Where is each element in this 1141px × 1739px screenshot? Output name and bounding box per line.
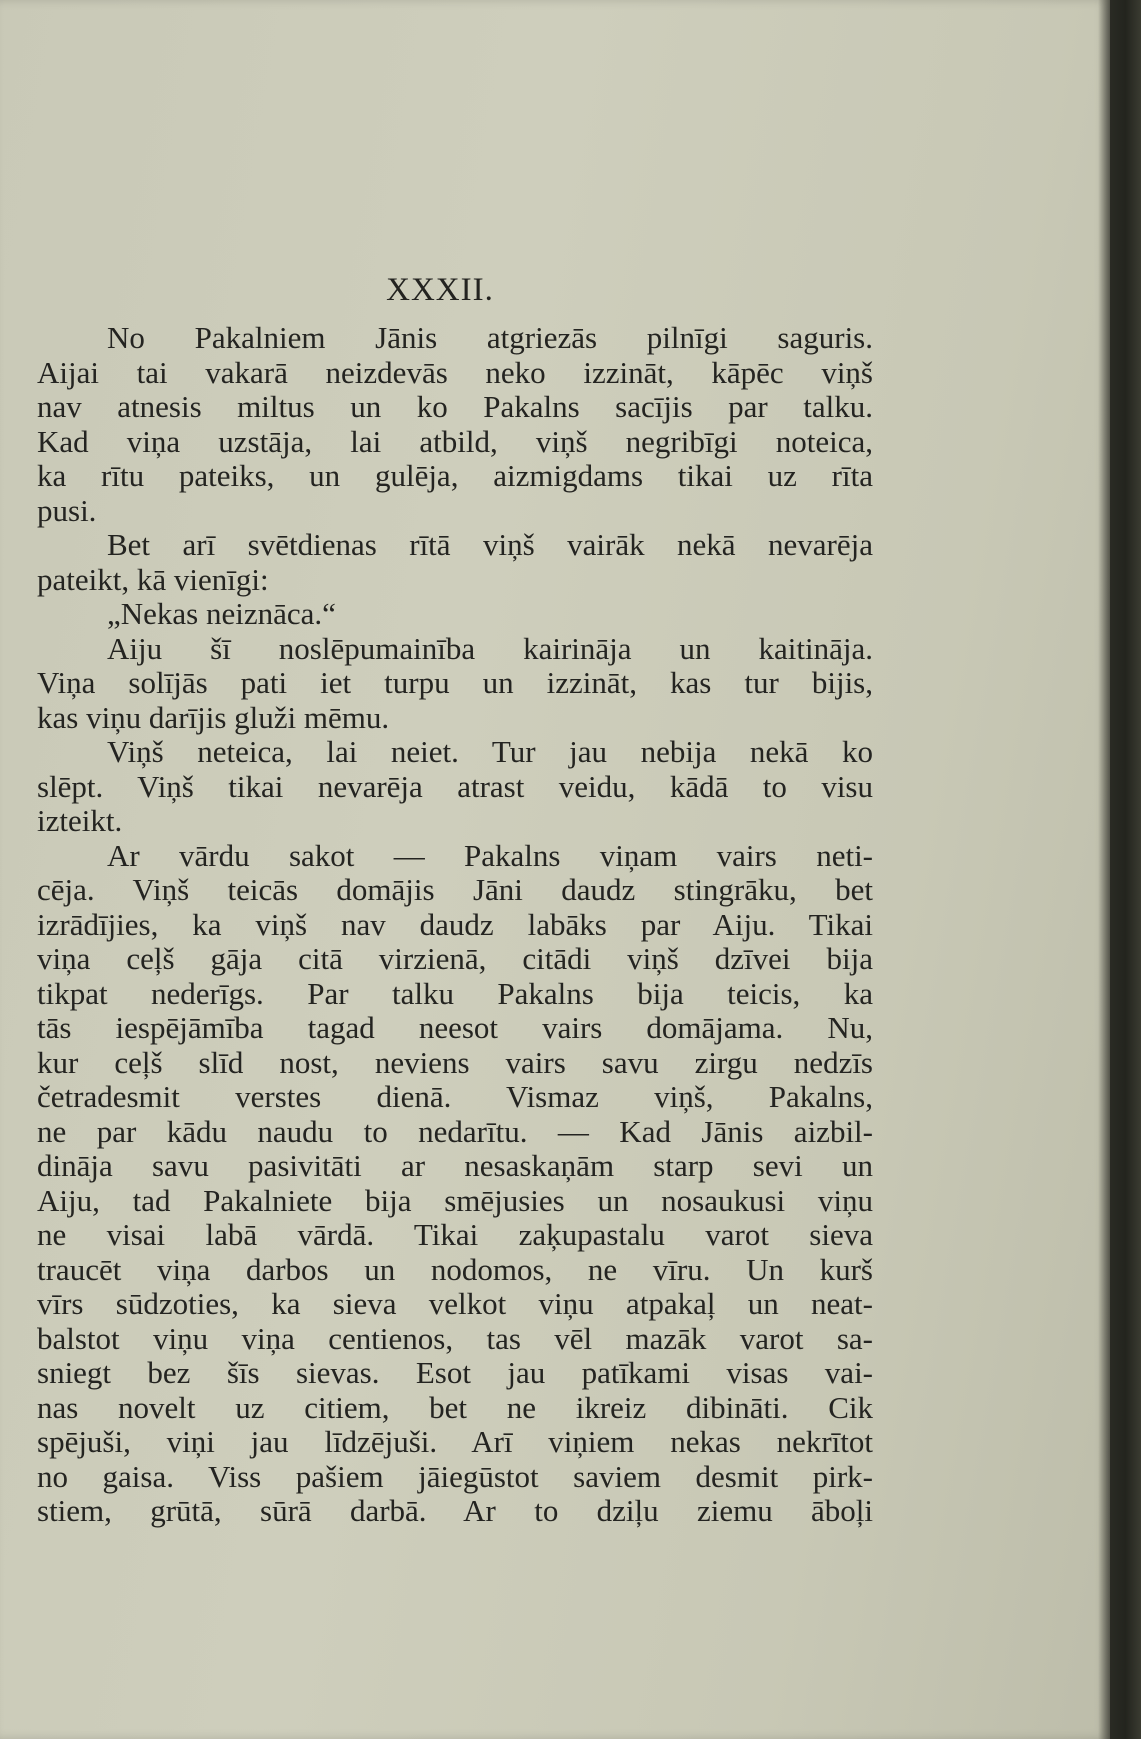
text-line: četradesmit verstes dienā. Vismaz viņš, Pakalns,	[37, 1079, 873, 1114]
text-line: izrādījies, ka viņš nav daudz labāks par Aiju. Tikai	[37, 906, 873, 942]
book-edge	[1110, 0, 1141, 1739]
text-line: Viņa solījās pati iet turpu un izzināt, kas tur bijis,	[37, 665, 873, 700]
text-line: Ar vārdu sakot — Pakalns viņam vairs neti-	[107, 837, 873, 873]
chapter-heading: XXXII.	[386, 272, 494, 308]
text-line: tikpat nederīgs. Par talku Pakalns bija teicis, ka	[37, 975, 873, 1011]
text-line: sniegt bez šīs sievas. Esot jau patīkami visas vai-	[37, 1355, 873, 1390]
text-line: Aiju šī noslēpumainība kairināja un kaitināja.	[107, 630, 873, 666]
text-line: kur ceļš slīd nost, neviens vairs savu zirgu nedzīs	[37, 1044, 873, 1080]
text-line: vīrs sūdzoties, ka sieva velkot viņu atpakaļ un neat-	[37, 1286, 873, 1321]
body-text	[37, 321, 873, 1529]
text-line: stiem, grūtā, sūrā darbā. Ar to dziļu ziemu āboļi	[37, 1493, 873, 1528]
text-line: No Pakalniem Jānis atgriezās pilnīgi saguris.	[107, 320, 873, 355]
text-line: pusi.	[37, 492, 97, 528]
text-line: pateikt, kā vienīgi:	[37, 561, 269, 597]
text-line: Aijai tai vakarā neizdevās neko izzināt, kāpēc viņš	[37, 354, 873, 390]
text-line: viņa ceļš gāja citā virzienā, citādi viņš dzīvei bija	[37, 941, 873, 976]
text-line: ka rītu pateiks, un gulēja, aizmigdams tikai uz rīta	[37, 458, 873, 493]
text-line: „Nekas neiznāca.“	[107, 596, 336, 631]
text-line: Viņš neteica, lai neiet. Tur jau nebija nekā ko	[107, 734, 873, 769]
text-line: Kad viņa uzstāja, lai atbild, viņš negribīgi noteica,	[37, 423, 873, 459]
text-line: no gaisa. Viss pašiem jāiegūstot saviem desmit pirk-	[37, 1458, 873, 1494]
text-line: cēja. Viņš teicās domājis Jāni daudz stingrāku, bet	[37, 872, 873, 907]
text-line: nas novelt uz citiem, bet ne ikreiz dibināti. Cik	[37, 1389, 873, 1425]
text-line: tās iespējāmība tagad neesot vairs domājama. Nu,	[37, 1010, 873, 1045]
text-line: traucēt viņa darbos un nodomos, ne vīru. Un kurš	[37, 1251, 873, 1287]
text-line: kas viņu darījis gluži mēmu.	[37, 699, 390, 735]
text-line: Aiju, tad Pakalniete bija smējusies un nosaukusi viņu	[37, 1182, 873, 1218]
text-line: ne par kādu naudu to nedarītu. — Kad Jānis aizbil-	[37, 1113, 873, 1149]
text-line: slēpt. Viņš tikai nevarēja atrast veidu, kādā to visu	[37, 768, 873, 804]
text-line: Bet arī svētdienas rītā viņš vairāk nekā nevarēja	[107, 527, 873, 562]
text-line: ne visai labā vārdā. Tikai zaķupastalu varot sieva	[37, 1217, 873, 1252]
text-line: nav atnesis miltus un ko Pakalns sacījis par talku.	[37, 389, 873, 424]
text-line: balstot viņu viņa centienos, tas vēl mazāk varot sa-	[37, 1320, 873, 1356]
text-line: spējuši, viņi jau līdzējuši. Arī viņiem nekas nekrītot	[37, 1424, 873, 1459]
text-line: dināja savu pasivitāti ar nesaskaņām starp sevi un	[37, 1148, 873, 1183]
text-line: izteikt.	[37, 803, 123, 838]
